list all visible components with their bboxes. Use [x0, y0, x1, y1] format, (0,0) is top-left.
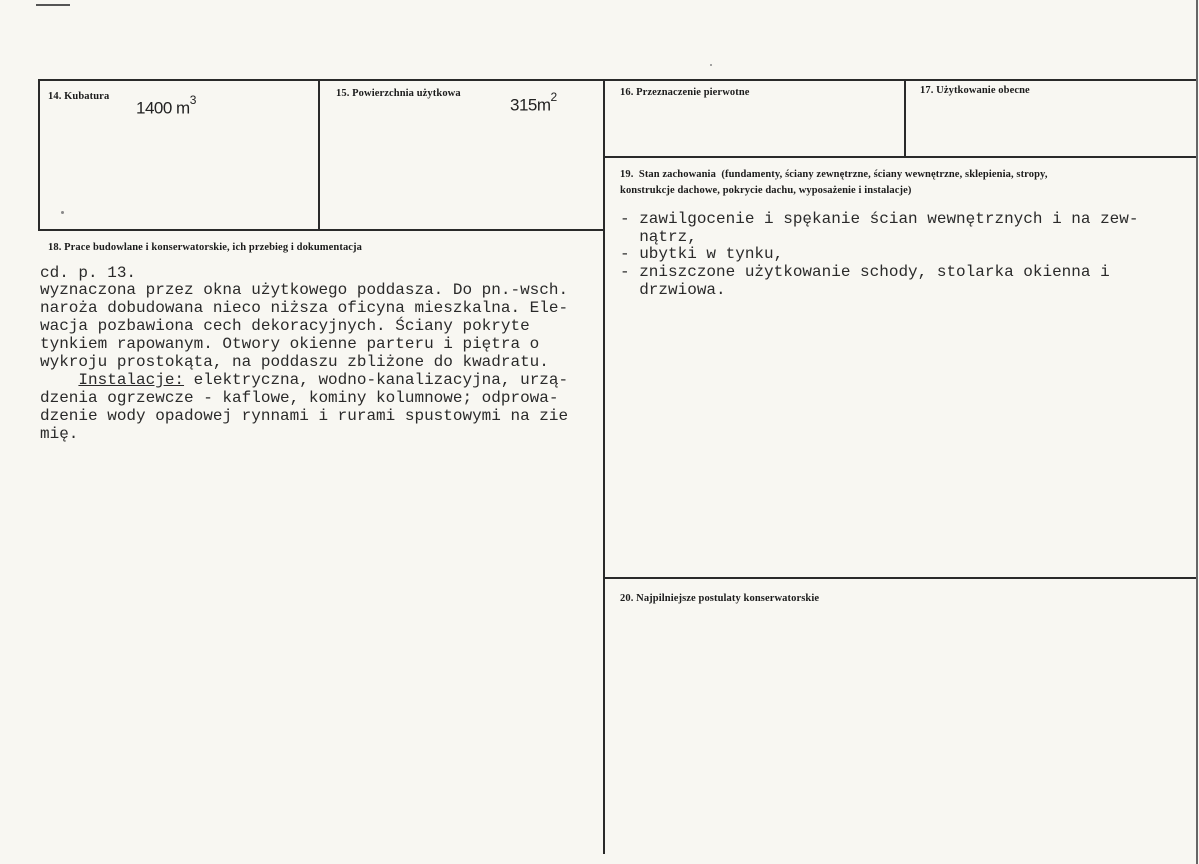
f18-line-9: dzenie wody opadowej rynnami i rurami spustowymi na zie	[40, 407, 569, 425]
rule-v-center	[603, 79, 605, 854]
powierzchnia-value: 315m	[510, 95, 551, 115]
f19-line-5: drzwiowa.	[620, 281, 726, 299]
f19-line-1: - zawilgocenie i spękanie ścian wewnętrznych i na zew-	[620, 210, 1139, 228]
paper-speck	[61, 211, 64, 214]
powierzchnia-unit-exponent: 2	[550, 90, 557, 104]
f18-line-5: tynkiem rapowanym. Otwory okienne parteru i piętra o	[40, 335, 540, 353]
f18-line-1: cd. p. 13.	[40, 264, 137, 282]
rule-v-left	[38, 79, 40, 231]
f18-line-8: dzenia ogrzewcze - kaflowe, kominy kolumnowe; odprowa-	[40, 389, 559, 407]
rule-mid-right	[604, 156, 1198, 158]
f18-line-2: wyznaczona przez okna użytkowego poddasza. Do pn.-wsch.	[40, 281, 569, 299]
rule-v-14-15	[318, 79, 320, 231]
kubatura-value: 1400 m	[136, 98, 190, 118]
rule-mid-left	[38, 229, 604, 231]
field-16-label: 16. Przeznaczenie pierwotne	[620, 87, 750, 98]
f18-line-3: naroża dobudowana nieco niższa oficyna mieszkalna. Ele-	[40, 299, 569, 317]
rule-v-right	[1196, 0, 1198, 864]
rule-lower-right	[604, 577, 1198, 579]
field-19-label-line-1: 19. Stan zachowania (fundamenty, ściany zewnętrzne, ściany wewnętrzne, sklepienia, stropy,	[620, 169, 1048, 180]
f18-instalacje-heading: Instalacje:	[78, 371, 185, 389]
field-20-label: 20. Najpilniejsze postulaty konserwatorskie	[620, 593, 820, 604]
f19-line-2: nątrz,	[620, 228, 697, 246]
top-mark	[36, 4, 70, 6]
f19-line-3: - ubytki w tynku,	[620, 245, 784, 263]
field-18-label: 18. Prace budowlane i konserwatorskie, ich przebieg i dokumentacja	[48, 242, 363, 253]
field-14-label: 14. Kubatura	[48, 91, 110, 102]
field-14-value	[136, 93, 196, 119]
field-17-label: 17. Użytkowanie obecne	[920, 85, 1030, 96]
rule-top	[38, 79, 1198, 81]
f18-instalacje-rest: elektryczna, wodno-kanalizacyjna, urzą-	[184, 371, 569, 389]
f18-line-7	[40, 371, 568, 389]
kubatura-unit-exponent: 3	[189, 93, 196, 107]
field-15-label: 15. Powierzchnia użytkowa	[336, 88, 461, 99]
field-15-value	[510, 90, 557, 116]
rule-v-16-17	[904, 79, 906, 157]
f18-line-6: wykroju prostokąta, na poddaszu zbliżone do kwadratu.	[40, 353, 549, 371]
f18-line-4: wacja pozbawiona cech dekoracyjnych. Ściany pokryte	[40, 317, 530, 335]
field-19-label-line-2: konstrukcje dachowe, pokrycie dachu, wyposażenie i instalacje)	[620, 185, 912, 196]
paper-speck	[710, 64, 712, 66]
f18-line-10: mię.	[40, 425, 79, 443]
f19-line-4: - zniszczone użytkowanie schody, stolarka okienna i	[620, 263, 1110, 281]
